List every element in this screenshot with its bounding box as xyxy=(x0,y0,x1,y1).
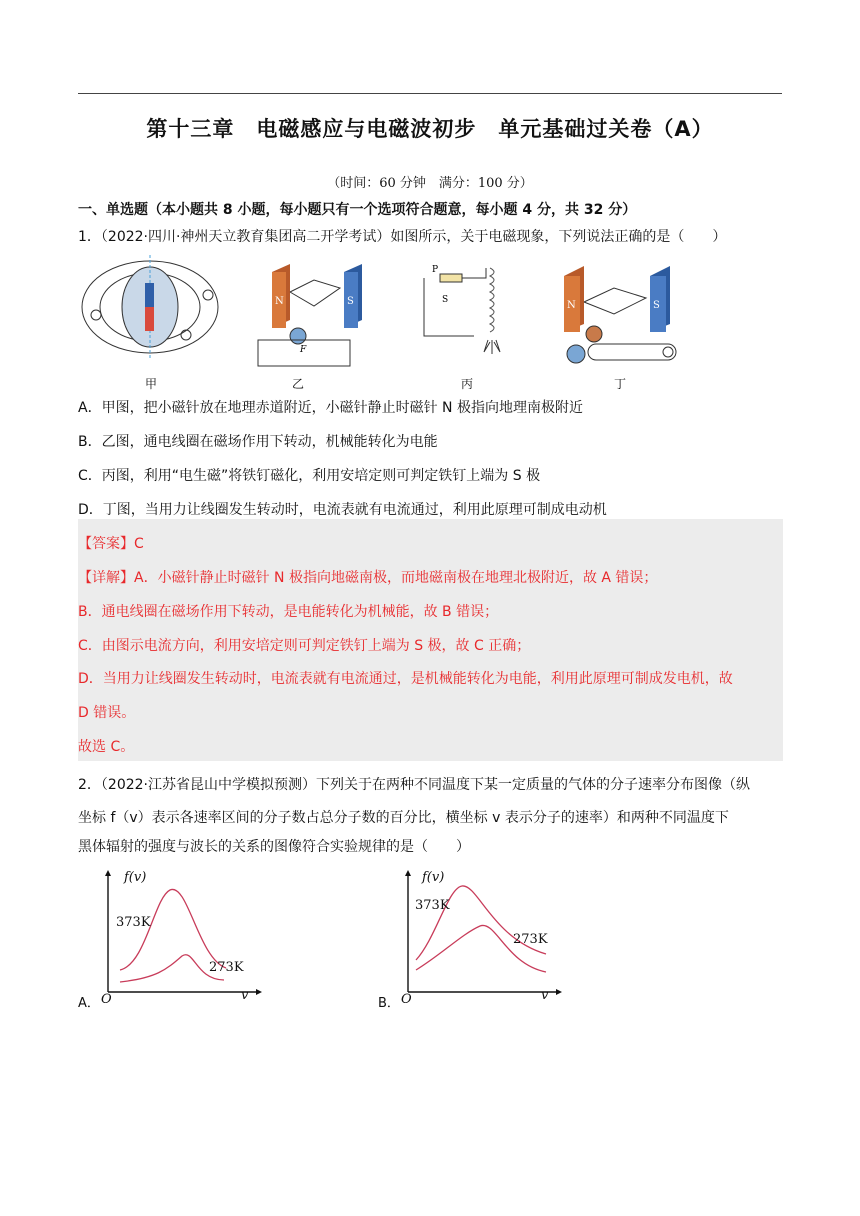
header-rule xyxy=(78,93,782,94)
graph-a-origin: O xyxy=(101,992,112,1007)
graph-a xyxy=(96,868,266,1008)
answer-text: 【答案】C xyxy=(78,536,144,552)
graph-a-xlabel: v xyxy=(241,988,249,1003)
figure-yi xyxy=(254,262,374,372)
figure-label-jia: 甲 xyxy=(145,377,158,391)
svg-text:S: S xyxy=(347,296,354,307)
graph-b-xlabel: v xyxy=(541,988,549,1003)
option-a: A．甲图，把小磁针放在地理赤道附近，小磁针静止时磁针 N 极指向地理南极附近 xyxy=(78,400,583,416)
question-2-line-2: 坐标 f（v）表示各速率区间的分子数占总分子数的百分比，横坐标 v 表示分子的速率）和两种不同温度下 xyxy=(78,810,729,826)
graph-a-ylabel: f(v) xyxy=(124,870,147,885)
option-a-label: A． xyxy=(78,996,100,1011)
question-1-stem: 1．（2022·四川·神州天立教育集团高二开学考试）如图所示，关于电磁现象，下列说法正确的是（ ） xyxy=(78,229,727,245)
graph-b-ylabel: f(v) xyxy=(422,870,445,885)
option-c: C．丙图，利用“电生磁”将铁钉磁化，利用安培定则可判定铁钉上端为 S 极 xyxy=(78,468,541,484)
detail-line-4: D．当用力让线圈发生转动时，电流表就有电流通过，是机械能转化为电能，利用此原理可制成发电机，故 xyxy=(78,671,733,687)
graph-a-low-temp: 273K xyxy=(209,960,244,975)
svg-text:N: N xyxy=(275,296,284,307)
figure-ding xyxy=(558,262,688,370)
page-title: 第十三章 电磁感应与电磁波初步 单元基础过关卷（A） xyxy=(146,117,714,141)
graph-b-high-temp: 373K xyxy=(415,898,450,913)
detail-line-6: 故选 C。 xyxy=(78,739,135,755)
svg-text:F: F xyxy=(300,345,307,355)
section-heading: 一、单选题（本小题共 8 小题，每小题只有一个选项符合题意，每小题 4 分，共 32 分） xyxy=(78,202,637,218)
graph-a-high-temp: 373K xyxy=(116,915,151,930)
exam-info: （时间：60 分钟 满分：100 分） xyxy=(327,176,533,191)
question-2-line-1: 2．（2022·江苏省昆山中学模拟预测）下列关于在两种不同温度下某一定质量的气体的分子速率分布图像（纵 xyxy=(78,777,750,793)
svg-text:S: S xyxy=(653,300,660,311)
figure-bing xyxy=(416,262,516,362)
option-b-label: B． xyxy=(378,996,400,1011)
figure-jia xyxy=(78,253,228,361)
option-d: D．丁图，当用力让线圈发生转动时，电流表就有电流通过，利用此原理可制成电动机 xyxy=(78,502,607,518)
detail-line-5: D 错误。 xyxy=(78,705,136,721)
option-b: B．乙图，通电线圈在磁场作用下转动，机械能转化为电能 xyxy=(78,434,438,450)
svg-text:N: N xyxy=(567,300,576,311)
figure-label-ding: 丁 xyxy=(614,377,627,391)
figure-label-bing: 丙 xyxy=(461,377,474,391)
detail-line-3: C．由图示电流方向，利用安培定则可判定铁钉上端为 S 极，故 C 正确； xyxy=(78,638,531,654)
graph-b-low-temp: 273K xyxy=(513,932,548,947)
svg-text:S: S xyxy=(442,295,449,305)
question-2-line-3: 黑体辐射的强度与波长的关系的图像符合实验规律的是（ ） xyxy=(78,839,470,855)
graph-b-origin: O xyxy=(401,992,412,1007)
detail-line-1: 【详解】A．小磁针静止时磁针 N 极指向地磁南极，而地磁南极在地理北极附近，故 A 错误； xyxy=(78,570,658,586)
figure-label-yi: 乙 xyxy=(292,377,305,391)
detail-line-2: B．通电线圈在磁场作用下转动，是电能转化为机械能，故 B 错误； xyxy=(78,604,499,620)
svg-text:P: P xyxy=(432,265,439,275)
